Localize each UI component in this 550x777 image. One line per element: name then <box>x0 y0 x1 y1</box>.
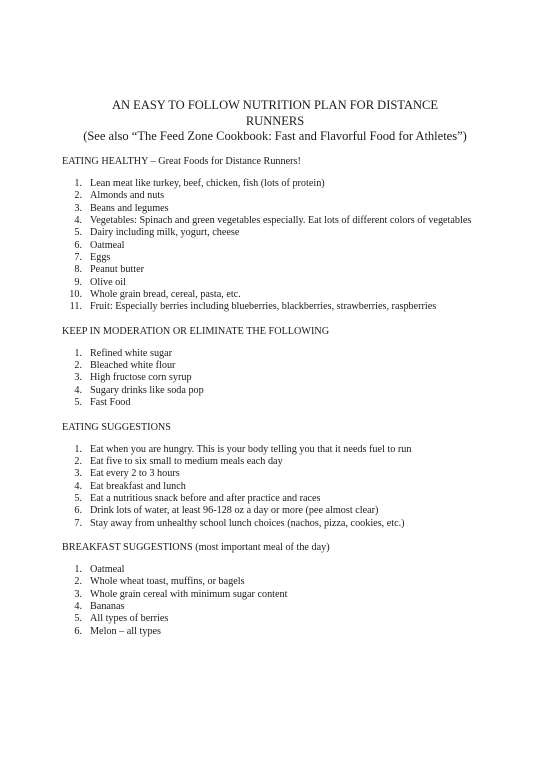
list-item-text: Peanut butter <box>90 264 145 276</box>
list-item-text: Fruit: Especially berries including blueberries, blackberries, strawberries, raspberries <box>90 301 437 313</box>
list-item-text: Eat a nutritious snack before and after practice and races <box>90 492 321 504</box>
list-item-text: Stay away from unhealthy school lunch choices (nachos, pizza, cookies, etc.) <box>90 517 405 529</box>
list-item: 6. Oatmeal <box>74 239 125 251</box>
section-heading: KEEP IN MODERATION OR ELIMINATE THE FOLLOWING <box>62 325 330 337</box>
list-item-text: Oatmeal <box>90 563 125 575</box>
list-item-text: Bananas <box>90 600 125 612</box>
list-item: 2. Eat five to six small to medium meals each day <box>74 455 283 467</box>
document-title-line-2: RUNNERS <box>245 113 305 128</box>
list-item-text: Eggs <box>90 252 111 264</box>
section-breakfast-suggestions <box>62 541 482 638</box>
list-item-text: Eat five to six small to medium meals each day <box>90 455 283 467</box>
document-content <box>62 155 482 649</box>
list-item-text: Drink lots of water, at least 96-128 oz a day or more (pee almost clear) <box>90 505 379 517</box>
list-item: 7. Eggs <box>74 252 111 264</box>
list-item: 10. Whole grain bread, cereal, pasta, etc. <box>69 289 241 301</box>
list-item: 5. Eat a nutritious snack before and after practice and races <box>74 492 321 504</box>
list-item-text: Sugary drinks like soda pop <box>90 384 204 396</box>
title-block <box>60 98 490 145</box>
list-item-text: Whole grain bread, cereal, pasta, etc. <box>90 289 241 301</box>
list-item-text: Melon – all types <box>90 625 162 637</box>
list-item: 4. Sugary drinks like soda pop <box>74 384 204 396</box>
section-eating-suggestions <box>62 421 482 530</box>
list-item-text: High fructose corn syrup <box>90 372 192 384</box>
list-item: 4. Vegetables: Spinach and green vegetables especially. Eat lots of different colors of vegetables <box>74 215 472 227</box>
list-item: 3. High fructose corn syrup <box>74 372 192 384</box>
list-item: 6. Melon – all types <box>74 625 162 637</box>
numbered-list <box>62 444 482 530</box>
document-title-line-1: AN EASY TO FOLLOW NUTRITION PLAN FOR DISTANCE <box>112 98 438 112</box>
list-item-text: Whole grain cereal with minimum sugar content <box>90 588 288 600</box>
list-item-text: Eat every 2 to 3 hours <box>90 468 180 480</box>
list-item-text: Lean meat like turkey, beef, chicken, fish (lots of protein) <box>90 178 325 189</box>
numbered-list <box>62 178 482 314</box>
list-item: 3. Beans and legumes <box>74 202 169 214</box>
list-item: 3. Whole grain cereal with minimum sugar content <box>74 588 288 600</box>
section-eating-healthy <box>62 155 482 314</box>
list-item: 3. Eat every 2 to 3 hours <box>74 468 180 480</box>
list-item: 1. Oatmeal <box>74 563 125 575</box>
list-item-text: Almonds and nuts <box>90 190 165 202</box>
list-item-text: Olive oil <box>90 276 126 288</box>
list-item-text: Refined white sugar <box>90 347 173 359</box>
list-item-text: Beans and legumes <box>90 202 169 214</box>
section-moderation <box>62 325 482 410</box>
list-item-text: Eat breakfast and lunch <box>90 480 186 492</box>
list-item-text: All types of berries <box>90 613 169 625</box>
list-item: 4. Eat breakfast and lunch <box>74 480 186 492</box>
list-item: 2. Whole wheat toast, muffins, or bagels <box>74 576 245 588</box>
list-item: 2. Almonds and nuts <box>74 190 165 202</box>
list-item-text: Fast Food <box>90 397 131 409</box>
list-item: 1. Eat when you are hungry. This is your body telling you that it needs fuel to run <box>74 443 412 455</box>
list-item-text: Vegetables: Spinach and green vegetables especially. Eat lots of different colors of vegetables <box>90 215 472 227</box>
list-item-text: Whole wheat toast, muffins, or bagels <box>90 576 245 588</box>
list-item: 7. Stay away from unhealthy school lunch choices (nachos, pizza, cookies, etc.) <box>74 517 405 529</box>
list-item: 8. Peanut butter <box>74 264 145 276</box>
document-subtitle: (See also “The Feed Zone Cookbook: Fast and Flavorful Food for Athletes”) <box>83 129 467 143</box>
section-heading: EATING SUGGESTIONS <box>62 421 171 433</box>
numbered-list <box>62 564 482 638</box>
list-item: 2. Bleached white flour <box>74 360 176 372</box>
list-item: 1. Lean meat like turkey, beef, chicken, fish (lots of protein) <box>74 178 325 189</box>
list-item-text: Eat when you are hungry. This is your body telling you that it needs fuel to run <box>90 443 412 455</box>
section-heading: EATING HEALTHY – Great Foods for Distance Runners! <box>62 156 301 167</box>
list-item: 5. Dairy including milk, yogurt, cheese <box>74 227 240 239</box>
list-item: 11. Fruit: Especially berries including blueberries, blackberries, strawberries, raspberries <box>69 301 437 313</box>
list-item: 4. Bananas <box>74 600 125 612</box>
section-heading: BREAKFAST SUGGESTIONS (most important meal of the day) <box>62 541 330 553</box>
list-item: 6. Drink lots of water, at least 96-128 oz a day or more (pee almost clear) <box>74 505 379 517</box>
list-item-text: Oatmeal <box>90 239 125 251</box>
list-item: 1. Refined white sugar <box>74 347 173 359</box>
list-item-text: Dairy including milk, yogurt, cheese <box>90 227 240 239</box>
list-item: 5. Fast Food <box>74 397 131 409</box>
list-item: 9. Olive oil <box>74 276 126 288</box>
list-item-text: Bleached white flour <box>90 360 176 372</box>
numbered-list <box>62 348 482 410</box>
list-item: 5. All types of berries <box>74 613 169 625</box>
